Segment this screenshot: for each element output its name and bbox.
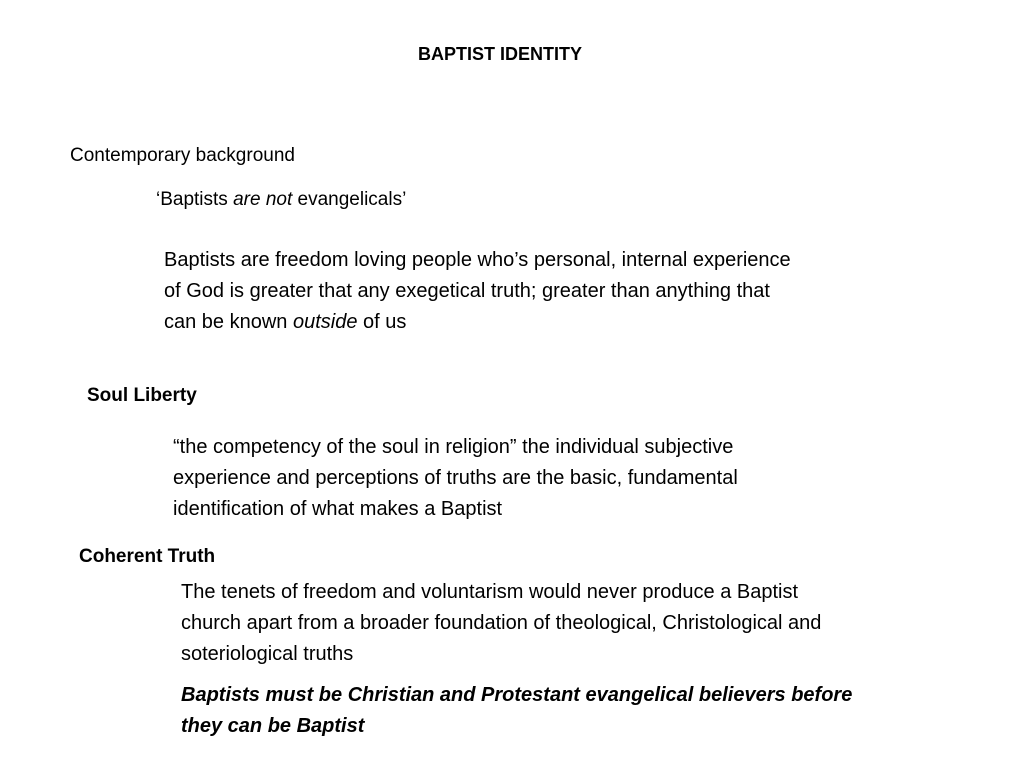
quote-baptists-are-not-evangelicals	[156, 189, 406, 211]
paragraph-line: Baptists are freedom loving people who’s personal, internal experience	[164, 249, 791, 271]
paragraph-tenets-of-freedom	[181, 577, 821, 670]
section-heading-contemporary-background: Contemporary background	[70, 145, 295, 166]
paragraph-freedom-loving	[164, 245, 791, 338]
paragraph-line	[164, 307, 791, 338]
quote-text-italic: are not	[233, 189, 293, 210]
paragraph-line: soteriological truths	[181, 643, 354, 665]
paragraph-line-text: can be known	[164, 311, 293, 333]
paragraph-line-italic: outside	[292, 311, 358, 333]
paragraph-line: experience and perceptions of truths are the basic, fundamental	[173, 467, 738, 489]
slide-title: BAPTIST IDENTITY	[417, 44, 582, 64]
paragraph-line: The tenets of freedom and voluntarism would never produce a Baptist	[181, 581, 799, 603]
paragraph-line: identification of what makes a Baptist	[173, 498, 503, 520]
paragraph-competency-of-soul	[173, 432, 738, 525]
paragraph-line-text: of us	[357, 311, 407, 333]
emphasis-statement	[181, 680, 852, 742]
section-heading-soul-liberty: Soul Liberty	[87, 385, 197, 406]
emphasis-line: they can be Baptist	[181, 715, 365, 737]
paragraph-line: of God is greater that any exegetical truth; greater than anything that	[164, 280, 770, 302]
section-heading-coherent-truth: Coherent Truth	[79, 546, 216, 567]
emphasis-line: Baptists must be Christian and Protestant evangelical believers before	[181, 684, 853, 706]
paragraph-line: church apart from a broader foundation of theological, Christological and	[181, 612, 822, 634]
quote-text-before: ‘Baptists	[156, 189, 234, 210]
quote-text-after: evangelicals’	[292, 189, 407, 210]
paragraph-line: “the competency of the soul in religion” the individual subjective	[173, 436, 734, 458]
